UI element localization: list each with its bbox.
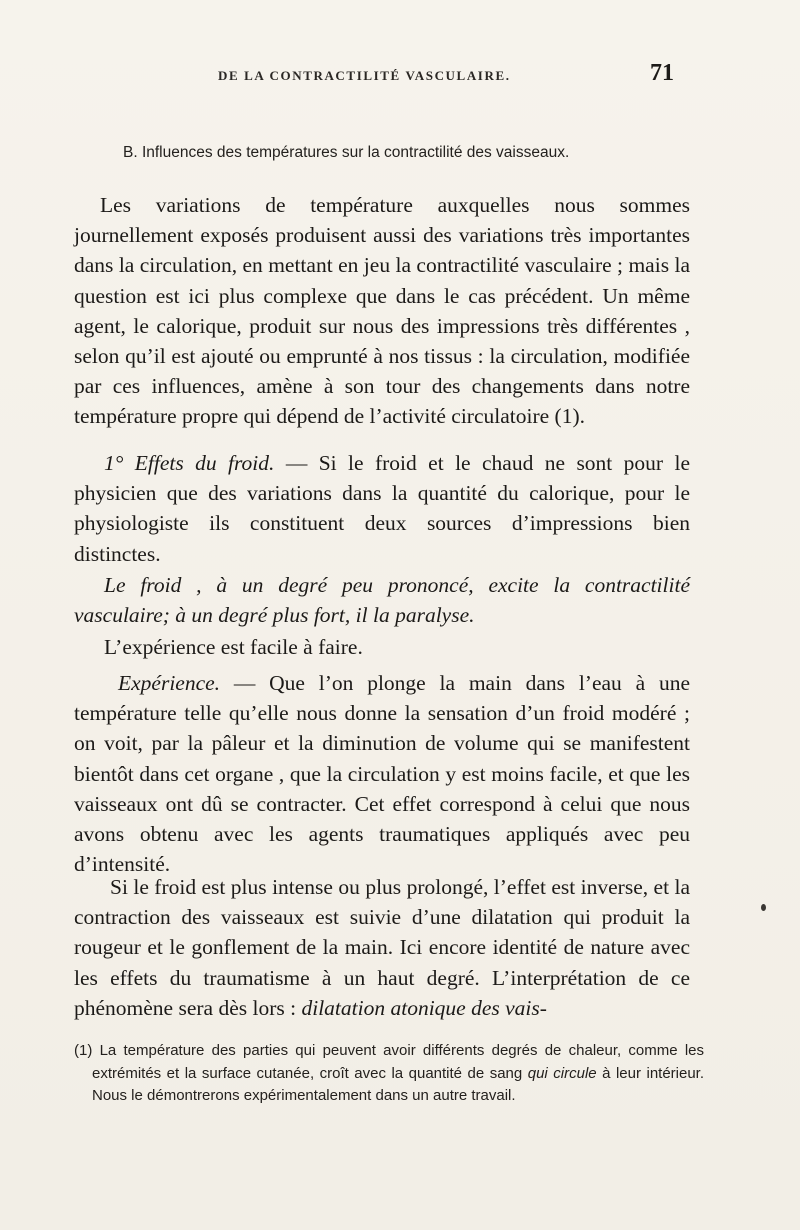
paragraph-text: — Que l’on plonge la main dans l’eau à une température telle qu’elle nous donne la sensation d’un froid modéré ; on voit, par la pâleur et la diminution de volume qui se manifestent bientôt dans cet organe , que la circulation y est moins facile, et que les vaisseaux ont dû se contracter. Cet effet correspond à celui que nous avons obtenu avec les agents traumatiques appliqués avec peu d’intensité.	[74, 671, 690, 877]
footnote-italic: qui circule	[527, 1064, 597, 1082]
paragraph-effets-du-froid	[74, 448, 690, 569]
page-number: 71	[650, 60, 674, 86]
paragraph-experience-intro: L’expérience est facile à faire.	[104, 635, 363, 659]
paragraph-text: Si le froid est plus intense ou plus prolongé, l’effet est inverse, et la contraction des vaisseaux est suivie d’une dilatation qui produit la rougeur et le gonflement de la main. Ici encore identité de nature avec les effets du traumatisme à un haut degré. L’interprétation de ce phénomène sera dès lors :	[74, 875, 690, 1020]
paragraph-intense-cold	[74, 872, 690, 1023]
paragraph-principle: Le froid , à un degré peu prononcé, excite la contractilité vasculaire; à un degré plus fort, il la paralyse.	[74, 573, 690, 628]
footnote	[74, 1040, 705, 1108]
experience-label: Expérience.	[118, 671, 221, 695]
running-head: DE LA CONTRACTILITÉ VASCULAIRE.	[218, 68, 511, 83]
paragraph-intro: Les variations de température auxquelles nous sommes journellement exposés produisent aussi des variations très importantes dans la circulation, en mettant en jeu la contractilité vasculaire ; mais la question est ici plus complexe que dans le cas précédent. Un même agent, le calorique, produit sur nous des impressions très différentes , selon qu’il est ajouté ou emprunté à nos tissus : la circulation, modifiée par ces influences, amène à son tour des changements dans notre température propre qui dépend de l’activité circulatoire (1).	[74, 193, 690, 429]
footnote-text: La température des parties qui peuvent avoir différents degrés de chaleur, comme les extrémités et la surface cutanée, croît avec la quantité de sang	[92, 1042, 704, 1082]
paragraph-text: — Si le froid et le chaud ne sont pour le physicien que des variations dans la quantité du calorique, pour le physiologiste ils constituent deux sources d’impressions bien distinctes.	[74, 451, 691, 566]
footnote-marker: (1)	[74, 1042, 93, 1059]
ink-speck	[761, 904, 766, 911]
section-heading: B. Influences des températures sur la contractilité des vaisseaux.	[123, 144, 570, 161]
subsection-title: 1° Effets du froid.	[104, 451, 275, 475]
italic-conclusion: dilatation atonique des vais-	[301, 995, 547, 1020]
paragraph-experience	[74, 668, 690, 879]
footnote-text-end: à leur intérieur. Nous le démontrerons expérimentalement dans un autre travail.	[92, 1064, 705, 1104]
page-header	[0, 60, 800, 90]
